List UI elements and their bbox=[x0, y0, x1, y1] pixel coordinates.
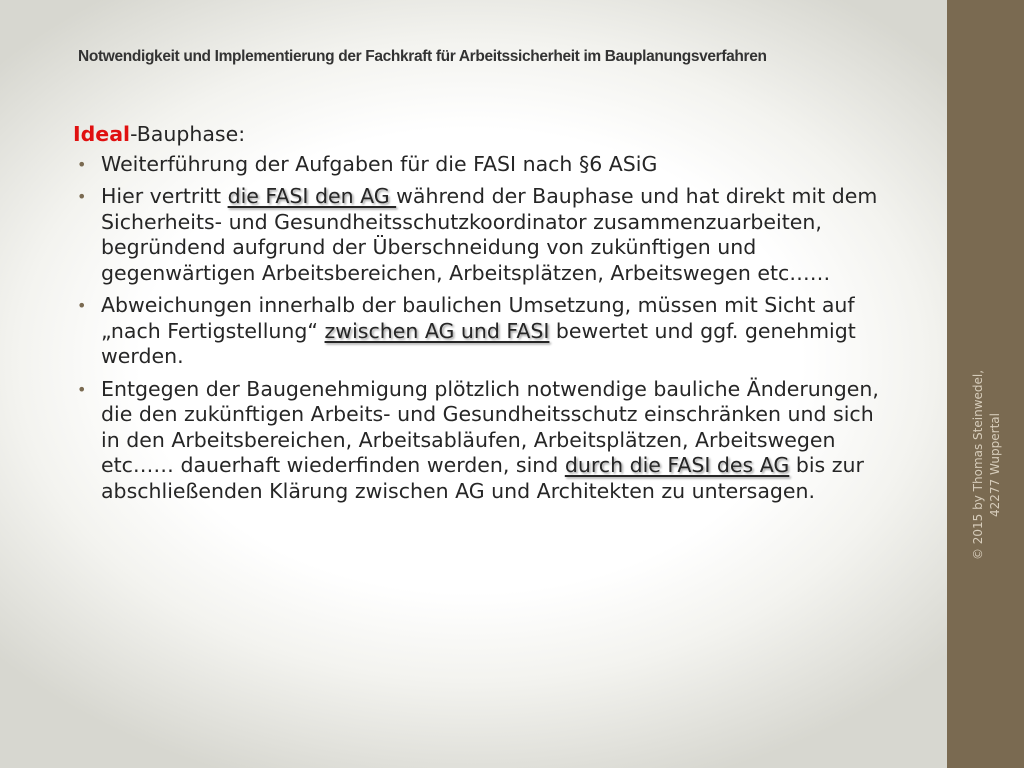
bullet-icon: • bbox=[77, 154, 87, 174]
bullet-text: bis zur abschließenden Klärung zwischen AG und Architekten zu untersagen. bbox=[101, 453, 864, 503]
intro-accent: Ideal bbox=[73, 122, 131, 146]
highlighted-phrase: die FASI den AG bbox=[227, 184, 397, 208]
bullet-item bbox=[73, 184, 893, 286]
bullet-text: Entgegen der Baugenehmigung plötzlich notwendige bauliche Änderungen, die den zukünftigen Arbeits- und Gesundheitsschutz einschränken und sich in den Arbeitsbereichen, Arbeitsabläufen, Arbeitsplätzen, Arbeitswegen etc…… dauerhaft wiederfinden werden, sind bbox=[101, 376, 879, 477]
bullet-item bbox=[73, 377, 893, 505]
bullet-item bbox=[73, 293, 893, 370]
bullet-list bbox=[73, 152, 893, 505]
copyright-text bbox=[970, 370, 1004, 560]
copyright-notice bbox=[962, 350, 1012, 580]
bullet-icon: • bbox=[77, 379, 87, 399]
bullet-text: Hier vertritt bbox=[101, 184, 228, 208]
highlighted-phrase: durch die FASI des AG bbox=[564, 453, 790, 477]
slide-title: Notwendigkeit und Implementierung der Fachkraft für Arbeitssicherheit im Bauplanungsverfahren bbox=[78, 48, 767, 65]
bullet-text: während der Bauphase und hat direkt mit dem Sicherheits- und Gesundheitsschutzkoordinator zusammenzuarbeiten, begründend aufgrund der Überschneidung von zukünftigen und gegenwärtigen Arbeitsbereichen, Arbeitsplätzen, Arbeitswegen etc…… bbox=[101, 184, 878, 285]
slide-body bbox=[73, 122, 893, 511]
bullet-item bbox=[73, 152, 893, 178]
intro-rest: -Bauphase: bbox=[130, 122, 246, 146]
bullet-text: Weiterführung der Aufgaben für die FASI nach §6 ASiG bbox=[101, 151, 658, 176]
highlighted-phrase: zwischen AG und FASI bbox=[324, 318, 550, 343]
bullet-text: Abweichungen innerhalb der baulichen Umsetzung, müssen mit Sicht auf „nach Fertigstellung“ bbox=[101, 293, 855, 343]
bullet-text: bewertet und ggf. genehmigt werden. bbox=[101, 318, 856, 368]
bullet-icon: • bbox=[77, 296, 87, 315]
copyright-line-2: 42277 Wuppertal bbox=[988, 413, 1003, 517]
copyright-line-1: © 2015 by Thomas Steinwedel, bbox=[971, 369, 986, 561]
intro-line bbox=[73, 122, 893, 148]
bullet-icon: • bbox=[77, 187, 87, 206]
